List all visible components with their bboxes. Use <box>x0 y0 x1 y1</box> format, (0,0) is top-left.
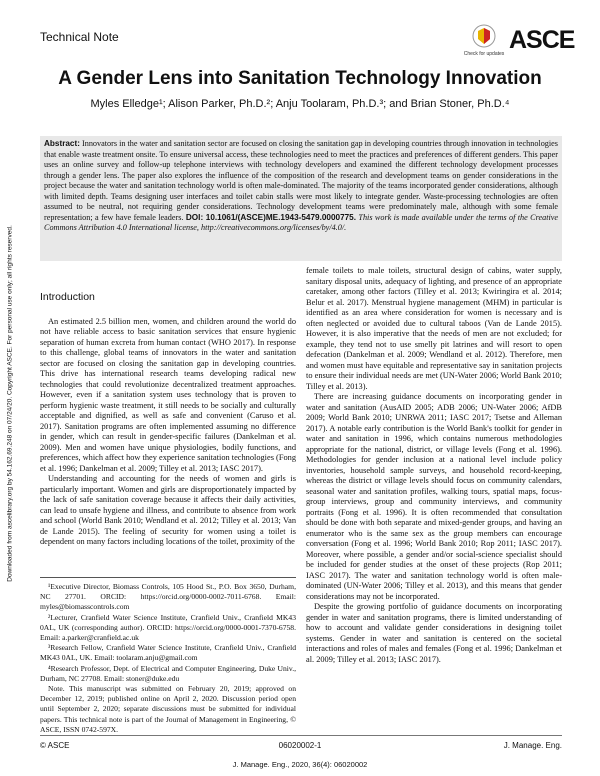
download-notice: Downloaded from ascelibrary.org by 54.162.69.248 on 07/24/20. Copyright ASCE. For personal use only; all rights reserved. <box>6 225 14 582</box>
submission-note: Note. This manuscript was submitted on February 20, 2019; approved on December 12, 2019; published online on April 2, 2020. Discussion period open until September 2, 2020; separate discussions must be submitted for individual papers. This technical note is part of the Journal of Management in Engineering, © ASCE, ISSN 0742-597X. <box>40 684 296 734</box>
right-paragraph-3: Despite the growing portfolio of guidance documents on incorporating gender in water and sanitation programs, there is limited understanding of how to account and validate gender considerations in designing toilet systems. Gender in water and sanitation is centered on the societal interactions and roles of males and females (Fong et al. 1996; Dankelman et al. 2009; Tilley et al. 2013; IASC 2017). <box>306 602 562 664</box>
right-paragraph-2: There are increasing guidance documents on incorporating gender in water and sanitation (AusAID 2005; ADB 2006; UN-Water 2006; AfDB 2009; World Bank 2010; UNRWA 2011; IASC 2017; Tsetse and Alleman 2017). A notable early contribution is the World Bank's toolkit for gender in water and sanitation in 1996, which contains numerous methodologies appropriate for the national, district, or village levels (Fong et al. 1996). Methodologies for gender inclusion at a national level include policy inventories, household sample surveys, and household record-keeping, whereas the district or village levels should focus on community calendars, seasonal water and sanitation profiles, walking tours, spatial maps, focus-group interviews, group and community interviews, and community portraits (Fong et al. 1996). It is often recommended that consultation should be done with both separate and mixed-gender groups, and having an enumerator who is the same sex as the group members can encourage conversation (Fong et al. 1996; World Bank 2010; Rop 2011; IASC 2017). Moreover, where possible, a gender and/or social-science specialist should be included for gender studies at the onset of these projects (Rop 2011; IASC 2017). The water and sanitation technology world is often male-dominated (UN-Water 2006; Tilley et al. 2013), and this means that gender considerations may not be incorporated. <box>306 392 562 601</box>
article-type: Technical Note <box>40 30 119 44</box>
footer-divider <box>40 735 562 736</box>
footnote-2: ²Lecturer, Cranfield Water Science Institute, Cranfield Univ., Cranfield MK43 0AL, UK (corresponding author). ORCID: https://orcid.org/0000-0001-7370-6758. Email: a.parker@cranfield.ac.uk <box>40 612 296 643</box>
badge-label: Check for updates <box>463 51 505 57</box>
footer-copyright: © ASCE <box>40 741 70 750</box>
author-list: Myles Elledge¹; Alison Parker, Ph.D.²; Anju Toolaram, Ph.D.³; and Brian Stoner, Ph.D.⁴ <box>90 98 510 110</box>
abstract-label: Abstract: <box>44 139 80 148</box>
right-column <box>306 266 562 665</box>
paper-title: A Gender Lens into Sanitation Technology Innovation <box>58 68 542 89</box>
publisher-logo: ASCE <box>509 26 575 54</box>
abstract-box <box>40 136 562 261</box>
check-for-updates-badge[interactable] <box>463 23 505 65</box>
footer-citation: J. Manage. Eng., 2020, 36(4): 06020002 <box>232 760 368 769</box>
footnote-1: ¹Executive Director, Biomass Controls, 105 Hood St., P.O. Box 3650, Durham, NC 27701. ORCID: https://orcid.org/0000-0002-7011-6768. Email: myles@biomasscontrols.com <box>40 582 296 612</box>
download-watermark <box>5 170 17 650</box>
abstract-text: Innovators in the water and sanitation sector are focused on closing the sanitation gap in developing countries through innovation in technologies that enable waste treatment onsite. To ensure universal access, these technologies need to meet the practices and preferences of different genders. This paper uses an online survey and follow-up telephone interviews with technology developers and examined the different technology development processes through a gender lens. The paper also explores the influence of the composition of the research and development teams on gender considerations in the project because the water and sanitation technology world is often male-dominated. The majority of the teams incorporated gender considerations, although with limited depth. Teams designing user interfaces and toilet cabin stalls were most likely to integrate gender. Waste-processing technologies are often assumed to be neutral, not requiring gender considerations. Technology development teams were predominately male, although with some female representation; a few have female leaders. <box>44 139 558 222</box>
footer-page-id: 06020002-1 <box>278 741 322 750</box>
left-column <box>40 292 296 548</box>
footnote-3: ³Research Fellow, Cranfield Water Science Institute, Cranfield Univ., Cranfield MK43 0AL, UK. Email: toolaram.anju@gmail.com <box>40 643 296 663</box>
footnote-4: ⁴Research Professor, Dept. of Electrical and Computer Engineering, Duke Univ., Durham, NC 27708. Email: stoner@duke.edu <box>40 663 296 683</box>
license-text: This work is made available under the terms of the Creative Commons Attribution 4.0 International license, http://creativecommons.org/licenses/by/4.0/. <box>44 212 559 233</box>
intro-paragraph-1: An estimated 2.5 billion men, women, and children around the world do not have reliable access to basic sanitation services that ensure hygienic separation of human excreta from human contact (WHO 2017). In response to this challenge, global teams of innovators in the water and sanitation sector are focused on closing the sanitation gap in developing countries. This drive has international research teams developing radical new technologies that could revolutionize decentralized treatment approaches. However, even if a sanitation system uses technology that is proven to perform hygienic waste treatment, it still needs to be socially and culturally acceptable and dignified, as well as safe and convenient (Caruso et al. 2017). Sanitation programs are often implemented assuming no difference in gender, which can result in gender-specific failures (Dankelman et al. 2009). Men and women have unique physiologies, bodily functions, and preferences, which affect how they experience sanitation technologies (Fong et al. 1996; Dankelman et al. 2009; Tilley et al. 2013; IASC 2017). <box>40 316 296 473</box>
footnotes <box>40 577 296 735</box>
doi-link[interactable]: DOI: 10.1061/(ASCE)ME.1943-5479.0000775. <box>185 212 356 222</box>
right-paragraph-1: female toilets to male toilets, structural design of cabins, water supply, sanitary disposal units, adequacy of lighting, and presence of an appropriate caretaker, among other factors (Tilley et al. 2013; Kwiringira et al. 2014; Belur et al. 2017). Menstrual hygiene management (MHM) in particular is identified as an area where consideration for women is necessary and is often neglected or avoided due to cultural taboos (Van de Lande 2015). However, it is also imperative that the needs of men are not excluded; for example, they tend not to use smelly pit latrines and will resort to open defecation (Dankelman et al. 2009; Wendland et al. 2012). Therefore, men and women must have equitable and representative say in sanitation projects to ensure their individual needs are met (UN-Water 2006; World Bank 2010; Tilley et al. 2013). <box>306 266 562 391</box>
section-heading-introduction: Introduction <box>40 291 95 303</box>
footer-journal: J. Manage. Eng. <box>503 741 562 750</box>
intro-paragraph-2: Understanding and accounting for the needs of women and girls is particularly important. Women and girls are disproportionately impacted by the lack of safe sanitation coverage because it affects their daily activities, can lead to unsafe hygiene and illness, and contribute to absence from work and school (World Bank 2010; Wendland et al. 2012; Tilley et al. 2013; Van de Lande 2015). The feeling of security for women using a toilet is dependent on many factors including locations of the toilet, proximity of the <box>40 474 296 546</box>
